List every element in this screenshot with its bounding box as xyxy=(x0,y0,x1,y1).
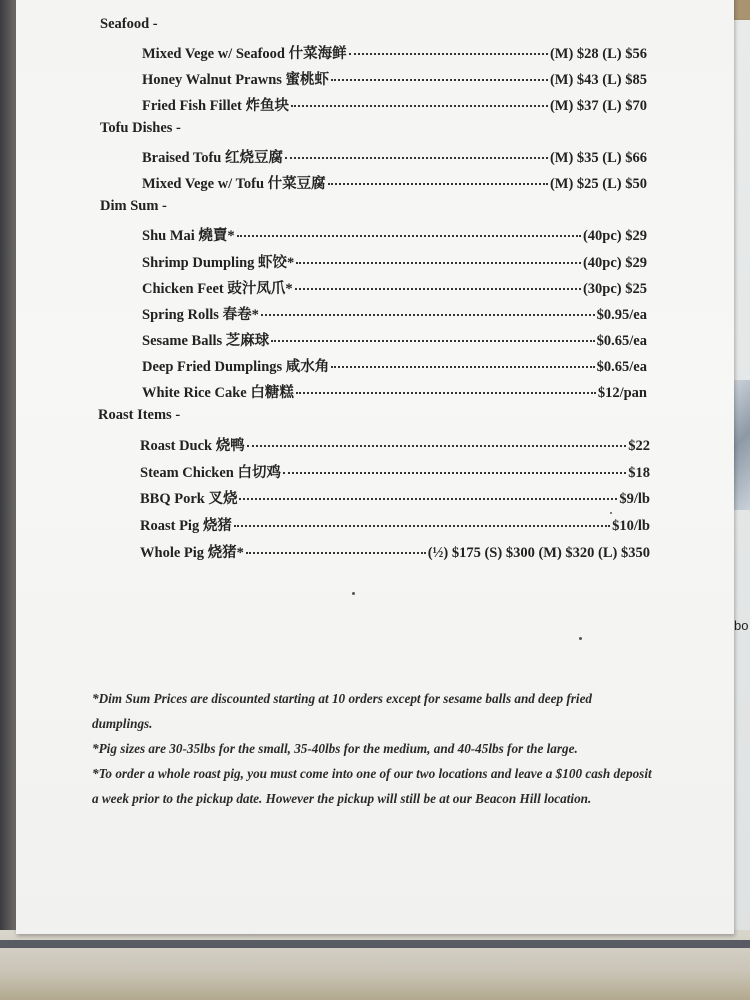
item-price: $12/pan xyxy=(597,385,647,401)
paper-speck xyxy=(352,592,355,595)
item-name: Mixed Vege w/ Seafood 什菜海鲜 xyxy=(142,46,347,62)
dot-leader xyxy=(283,472,626,474)
menu-item-row xyxy=(142,355,647,376)
section-heading-tofu: Tofu Dishes - xyxy=(100,120,181,136)
section-heading-dim-sum: Dim Sum - xyxy=(100,198,167,214)
item-price: $18 xyxy=(628,465,650,481)
item-name: Fried Fish Fillet 炸鱼块 xyxy=(142,98,289,114)
dot-leader xyxy=(291,105,548,107)
dot-leader xyxy=(247,445,627,447)
menu-item-row xyxy=(142,224,647,245)
section-heading-roast: Roast Items - xyxy=(98,407,181,423)
menu-item-row xyxy=(142,329,647,350)
menu-page xyxy=(16,0,734,934)
paper-speck xyxy=(610,512,612,514)
item-name: Shrimp Dumpling 虾饺* xyxy=(142,255,295,271)
paper-speck xyxy=(579,637,582,640)
dot-leader xyxy=(261,314,595,316)
item-price: (½) $175 (S) $300 (M) $320 (L) $350 xyxy=(427,545,650,561)
item-name: BBQ Pork 叉烧 xyxy=(140,491,238,507)
item-price: $22 xyxy=(628,438,650,454)
item-name: Spring Rolls 春卷* xyxy=(142,307,259,323)
item-name: Honey Walnut Prawns 蜜桃虾 xyxy=(142,72,330,88)
item-name: Chicken Feet 豉汁凤爪* xyxy=(142,281,293,297)
bottom-dark-band xyxy=(0,940,750,948)
item-price: (M) $35 (L) $66 xyxy=(549,150,647,166)
dot-leader xyxy=(296,262,581,264)
dot-leader xyxy=(237,235,581,237)
item-price: $0.65/ea xyxy=(596,359,647,375)
menu-item-row xyxy=(140,487,650,508)
item-price: $9/lb xyxy=(619,491,650,507)
dot-leader xyxy=(331,366,594,368)
underlying-text-fragment: bo xyxy=(734,618,749,633)
item-price: $0.65/ea xyxy=(596,333,647,349)
dot-leader xyxy=(295,288,581,290)
item-name: Roast Pig 烧猪 xyxy=(140,518,232,534)
menu-item-row xyxy=(140,514,650,535)
footnote-dim-sum-discount: *Dim Sum Prices are discounted starting at 10 orders except for sesame balls and deep fried dumplings. xyxy=(92,691,593,731)
item-name: Deep Fried Dumplings 咸水角 xyxy=(142,359,330,375)
dot-leader xyxy=(331,79,548,81)
item-price: (40pc) $29 xyxy=(582,255,647,271)
dot-leader xyxy=(328,183,548,185)
footnotes xyxy=(92,686,652,811)
item-price: (M) $43 (L) $85 xyxy=(549,72,647,88)
menu-item-row xyxy=(142,277,647,298)
menu-item-row xyxy=(140,461,650,482)
dot-leader xyxy=(239,498,617,500)
item-name: White Rice Cake 白糖糕 xyxy=(142,385,294,401)
menu-item-row xyxy=(142,42,647,63)
dot-leader xyxy=(296,392,596,394)
item-name: Sesame Balls 芝麻球 xyxy=(142,333,270,349)
dot-leader xyxy=(271,340,594,342)
menu-item-row xyxy=(142,251,647,272)
item-price: $0.95/ea xyxy=(596,307,647,323)
menu-item-row xyxy=(142,303,647,324)
item-name: Roast Duck 烧鸭 xyxy=(140,438,245,454)
item-name: Mixed Vege w/ Tofu 什菜豆腐 xyxy=(142,176,326,192)
item-name: Braised Tofu 红烧豆腐 xyxy=(142,150,283,166)
dot-leader xyxy=(349,53,548,55)
menu-item-row xyxy=(142,146,647,167)
item-price: (M) $25 (L) $50 xyxy=(549,176,647,192)
item-price: (40pc) $29 xyxy=(582,228,647,244)
menu-item-row xyxy=(142,172,647,193)
item-price: (M) $28 (L) $56 xyxy=(549,46,647,62)
item-price: (M) $37 (L) $70 xyxy=(549,98,647,114)
menu-item-row xyxy=(140,434,650,455)
section-heading-seafood: Seafood - xyxy=(100,16,158,32)
menu-item-row xyxy=(140,541,650,562)
menu-item-row xyxy=(142,68,647,89)
menu-item-row xyxy=(142,381,647,402)
footnote-pig-sizes: *Pig sizes are 30-35lbs for the small, 35-40lbs for the medium, and 40-45lbs for the large. xyxy=(92,741,578,756)
item-price: (30pc) $25 xyxy=(582,281,647,297)
footnote-whole-pig-order: *To order a whole roast pig, you must come into one of our two locations and leave a $100 cash deposit a week prior to the pickup date. However the pickup will still be at our Beacon Hill location. xyxy=(92,766,652,806)
item-name: Whole Pig 烧猪* xyxy=(140,545,244,561)
dot-leader xyxy=(234,525,610,527)
dot-leader xyxy=(246,552,426,554)
item-name: Steam Chicken 白切鸡 xyxy=(140,465,281,481)
item-price: $10/lb xyxy=(612,518,650,534)
item-name: Shu Mai 燒賣* xyxy=(142,228,235,244)
menu-item-row xyxy=(142,94,647,115)
dot-leader xyxy=(285,157,548,159)
